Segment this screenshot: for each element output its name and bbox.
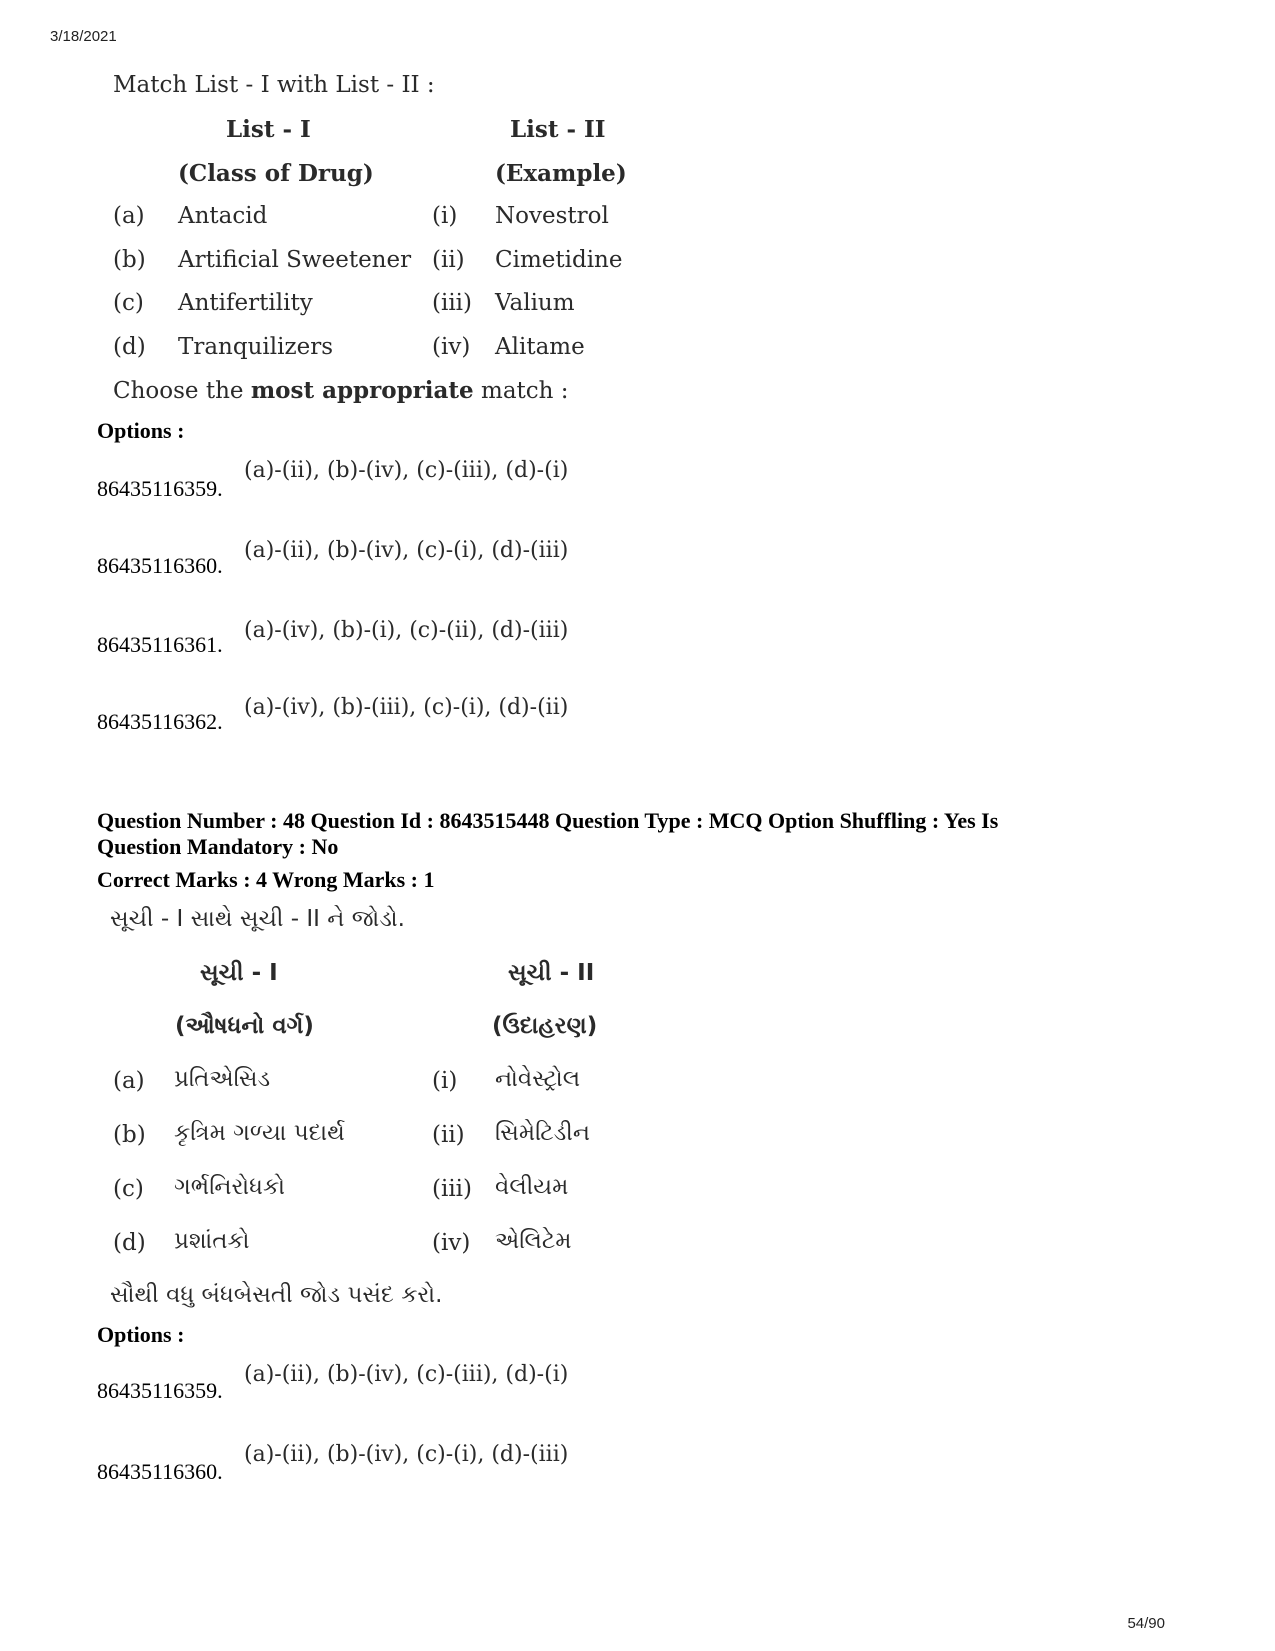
q1-list1-subtitle: (Class of Drug): [178, 160, 374, 187]
q2-row-roman: (iv): [432, 1230, 471, 1256]
q1-option-id: 86435116359.: [97, 476, 223, 501]
q2-row-example: નોવેસ્ટ્રોલ: [495, 1066, 581, 1092]
q1-list2-title: List - II: [510, 116, 606, 143]
q1-option-id: 86435116360.: [97, 553, 223, 578]
q1-row-label: (d): [113, 334, 146, 360]
q1-row-example: Valium: [495, 290, 575, 316]
q1-option-text: (a)-(ii), (b)-(iv), (c)-(i), (d)-(iii): [244, 538, 569, 563]
q2-choose-prompt: સૌથી વધુ બંધબેસતી જોડ પસંદ કરો.: [110, 1282, 443, 1308]
q2-options-label: Options :: [97, 1322, 185, 1347]
q1-choose-pre: Choose the: [113, 378, 251, 404]
q2-row-label: (a): [113, 1068, 145, 1094]
q2-list1-title: સૂચી - I: [200, 960, 278, 986]
q2-list2-title: સૂચી - II: [508, 960, 595, 986]
q2-row-item: પ્રશાંતકો: [174, 1228, 250, 1254]
q2-row-label: (c): [113, 1176, 144, 1202]
page-number: 54/90: [1127, 1615, 1165, 1632]
q1-option-text: (a)-(iv), (b)-(iii), (c)-(i), (d)-(ii): [244, 695, 569, 720]
q1-row-label: (a): [113, 203, 145, 229]
q1-option-text: (a)-(ii), (b)-(iv), (c)-(iii), (d)-(i): [244, 458, 569, 483]
q2-row-example: એલિટેમ: [495, 1228, 572, 1254]
q1-row-item: Tranquilizers: [178, 334, 333, 360]
q1-option-text: (a)-(iv), (b)-(i), (c)-(ii), (d)-(iii): [244, 618, 569, 643]
q2-option-text: (a)-(ii), (b)-(iv), (c)-(iii), (d)-(i): [244, 1362, 569, 1387]
q1-row-item: Antacid: [178, 203, 268, 229]
q2-row-example: સિમેટિડીન: [495, 1120, 590, 1146]
q1-row-label: (b): [113, 247, 146, 273]
q1-row-example: Cimetidine: [495, 247, 623, 273]
q1-choose-prompt: [113, 377, 569, 404]
q1-row-item: Artificial Sweetener: [178, 247, 412, 273]
q2-row-example: વેલીયમ: [495, 1174, 569, 1200]
q1-list2-subtitle: (Example): [495, 160, 627, 187]
q1-choose-post: match :: [473, 378, 569, 404]
q2-row-roman: (iii): [432, 1176, 473, 1202]
q1-row-item: Antifertility: [178, 290, 313, 316]
q1-instruction: Match List - I with List - II :: [113, 72, 435, 98]
q2-row-label: (d): [113, 1230, 146, 1256]
q2-meta-line2: Question Mandatory : No: [97, 834, 339, 859]
q1-options-label: Options :: [97, 418, 185, 443]
q1-list1-title: List - I: [226, 116, 311, 143]
q2-list2-subtitle: (ઉદાહરણ): [492, 1013, 598, 1039]
q2-row-roman: (ii): [432, 1122, 465, 1148]
q1-row-roman: (ii): [432, 247, 465, 273]
q1-row-roman: (i): [432, 203, 458, 229]
q1-row-label: (c): [113, 290, 144, 316]
q2-option-id: 86435116359.: [97, 1378, 223, 1403]
q1-row-example: Alitame: [495, 334, 585, 360]
q2-row-item: પ્રતિએસિડ: [174, 1066, 271, 1092]
q1-row-example: Novestrol: [495, 203, 609, 229]
q2-option-text: (a)-(ii), (b)-(iv), (c)-(i), (d)-(iii): [244, 1442, 569, 1467]
q2-marks: Correct Marks : 4 Wrong Marks : 1: [97, 867, 435, 892]
q1-row-roman: (iv): [432, 334, 471, 360]
q1-choose-bold: most appropriate: [250, 377, 474, 404]
q2-row-item: કૃત્રિમ ગળ્યા પદાર્થ: [174, 1120, 345, 1146]
q2-list1-subtitle: (ઔષધનો વર્ગ): [175, 1013, 314, 1039]
q2-meta-line1: Question Number : 48 Question Id : 8643515448 Question Type : MCQ Option Shuffling : Yes Is: [97, 808, 999, 833]
q1-option-id: 86435116362.: [97, 709, 223, 734]
print-date: 3/18/2021: [50, 28, 117, 45]
q2-option-id: 86435116360.: [97, 1459, 223, 1484]
q2-row-item: ગર્ભનિરોધકો: [174, 1174, 285, 1200]
q2-instruction: સૂચી - I સાથે સૂચી - II ને જોડો.: [110, 906, 405, 932]
q1-row-roman: (iii): [432, 290, 473, 316]
q1-option-id: 86435116361.: [97, 632, 223, 657]
q2-row-roman: (i): [432, 1068, 458, 1094]
q2-row-label: (b): [113, 1122, 146, 1148]
